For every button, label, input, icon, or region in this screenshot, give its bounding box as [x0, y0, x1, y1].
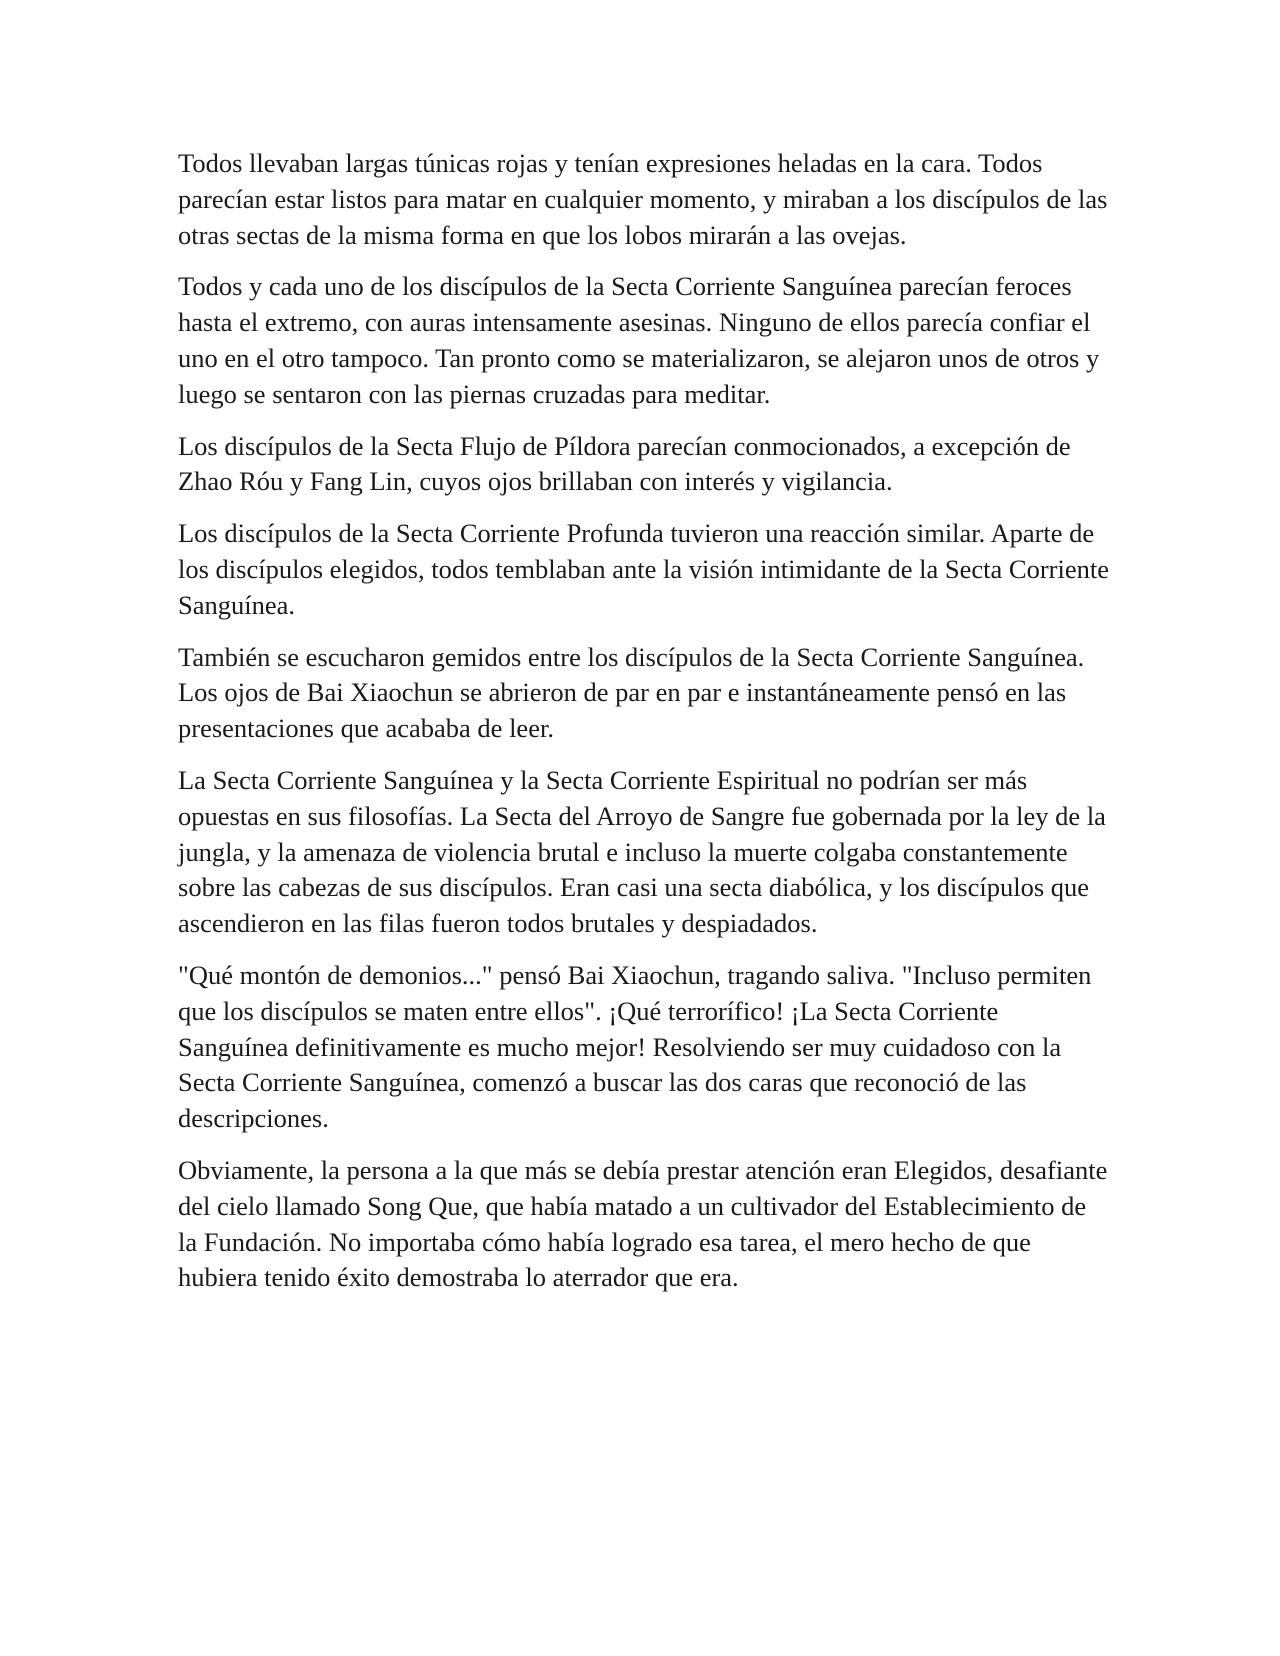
paragraph: Todos llevaban largas túnicas rojas y tenían expresiones heladas en la cara. Todos parecían estar listos para matar en cualquier momento, y miraban a los discípulos de las otras sectas de la misma forma en que los lobos mirarán a las ovejas. — [178, 148, 1108, 250]
document-body — [178, 146, 1110, 1312]
paragraph: Todos y cada uno de los discípulos de la Secta Corriente Sanguínea parecían feroces hasta el extremo, con auras intensamente asesinas. Ninguno de ellos parecía confiar el uno en el otro tampoco. Tan pronto como se materializaron, se alejaron unos de otros y luego se sentaron con las piernas cruzadas para meditar. — [178, 271, 1100, 409]
paragraph: Los discípulos de la Secta Flujo de Píldora parecían conmocionados, a excepción de Zhao Róu y Fang Lin, cuyos ojos brillaban con interés y vigilancia. — [178, 430, 1071, 497]
paragraph: Obviamente, la persona a la que más se debía prestar atención eran Elegidos, desafiante del cielo llamado Song Que, que había matado a un cultivador del Establecimiento de la Fundación. No importaba cómo había logrado esa tarea, el mero hecho de que hubiera tenido éxito demostraba lo aterrador que era. — [178, 1154, 1108, 1293]
paragraph: "Qué montón de demonios..." pensó Bai Xiaochun, tragando saliva. "Incluso permiten que los discípulos se maten entre ellos". ¡Qué terrorífico! ¡La Secta Corriente Sanguínea definitivamente es mucho mejor! Resolviendo ser muy cuidadoso con la Secta Corriente Sanguínea, comenzó a buscar las dos caras que reconoció de las descripciones. — [178, 959, 1092, 1134]
paragraph: La Secta Corriente Sanguínea y la Secta Corriente Espiritual no podrían ser más opuestas en sus filosofías. La Secta del Arroyo de Sangre fue gobernada por la ley de la jungla, y la amenaza de violencia brutal e incluso la muerte colgaba constantemente sobre las cabezas de sus discípulos. Eran casi una secta diabólica, y los discípulos que ascendieron en las filas fueron todos brutales y despiadados. — [178, 764, 1106, 939]
paragraph: Los discípulos de la Secta Corriente Profunda tuvieron una reacción similar. Aparte de los discípulos elegidos, todos temblaban ante la visión intimidante de la Secta Corriente Sanguínea. — [178, 518, 1109, 620]
paragraph: También se escucharon gemidos entre los discípulos de la Secta Corriente Sanguínea. Los ojos de Bai Xiaochun se abrieron de par en par e instantáneamente pensó en las presentaciones que acababa de leer. — [178, 641, 1085, 744]
